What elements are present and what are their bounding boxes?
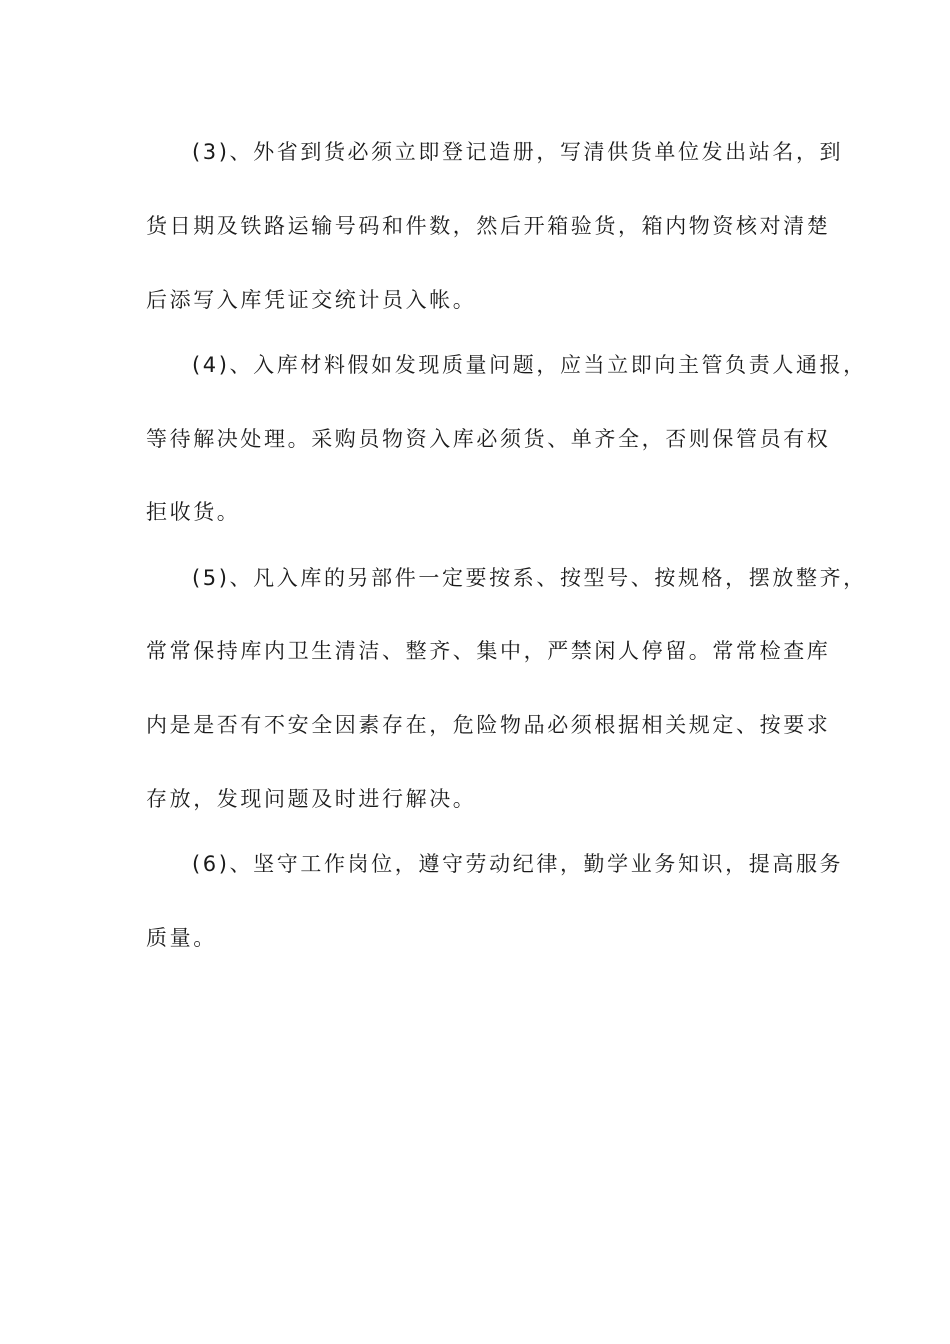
paragraph-5-line-3: 内是是否有不安全因素存在，危险物品必须根据相关规定、按要求: [146, 713, 831, 737]
paragraph-5-line-1: (5)、凡入库的另部件一定要按系、按型号、按规格，摆放整齐，: [192, 566, 867, 590]
paragraph-4-line-2: 等待解决处理。采购员物资入库必须货、单齐全，否则保管员有权: [146, 427, 831, 451]
paragraph-5-line-4: 存放，发现问题及时进行解决。: [146, 787, 477, 811]
paragraph-5-line-2: 常常保持库内卫生清洁、整齐、集中，严禁闲人停留。常常检查库: [146, 639, 831, 663]
paragraph-6-line-1: (6)、坚守工作岗位，遵守劳动纪律，勤学业务知识，提高服务: [192, 852, 844, 876]
paragraph-3-line-3: 后添写入库凭证交统计员入帐。: [146, 288, 477, 312]
paragraph-3-line-2: 货日期及铁路运输号码和件数，然后开箱验货，箱内物资核对清楚: [146, 214, 831, 238]
paragraph-3-line-1: (3)、外省到货必须立即登记造册，写清供货单位发出站名，到: [192, 140, 844, 164]
paragraph-4-line-3: 拒收货。: [146, 500, 241, 524]
paragraph-6-line-2: 质量。: [146, 926, 217, 950]
paragraph-4-line-1: (4)、入库材料假如发现质量问题，应当立即向主管负责人通报，: [192, 353, 867, 377]
